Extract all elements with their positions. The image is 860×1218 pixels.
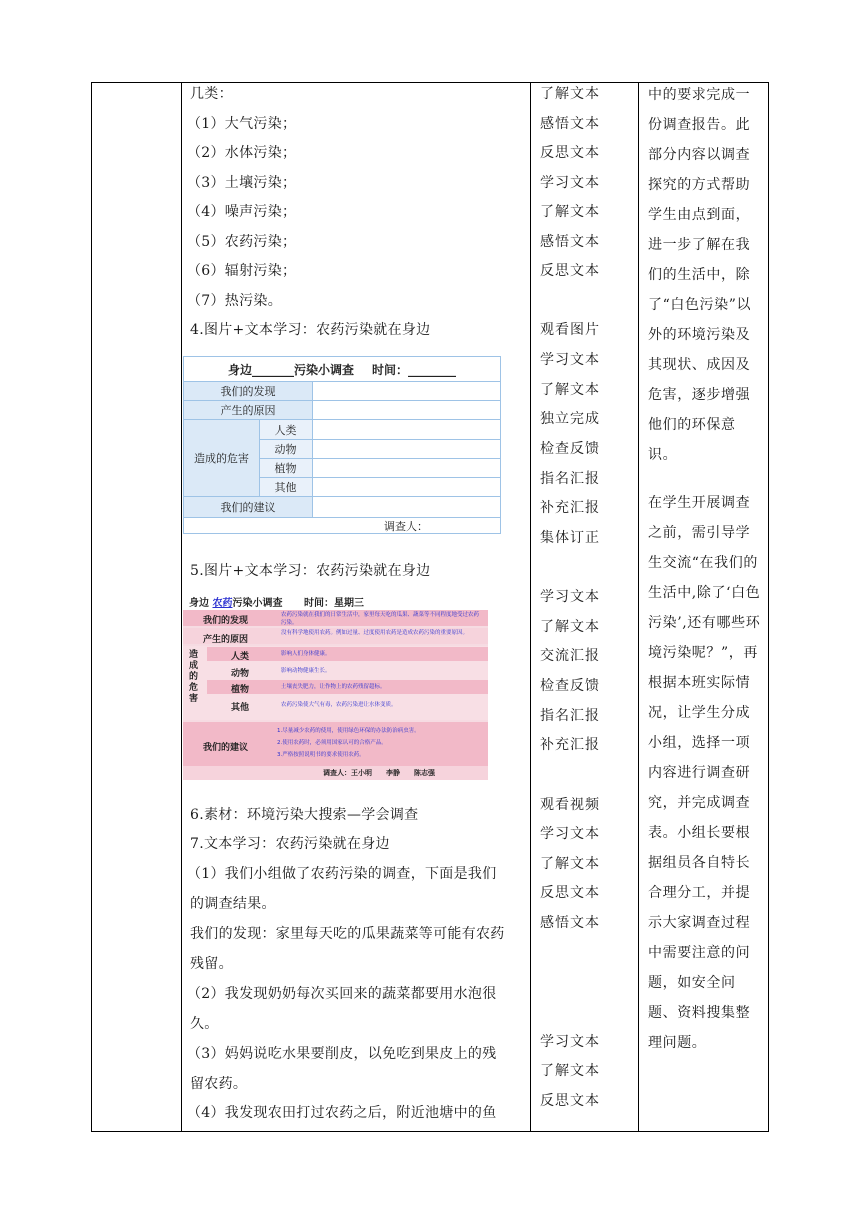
activity-item: 反思文本 — [540, 145, 600, 161]
activity-item: 观看视频 — [540, 797, 600, 813]
harm-text: 影响人们身体健康。 — [281, 651, 331, 657]
content-line: （1）我们小组做了农药污染的调查，下面是我们 — [187, 866, 497, 882]
harm-label: 人类 — [231, 652, 250, 662]
harm-label: 动物 — [231, 669, 250, 679]
row-label: 其他 — [274, 480, 297, 494]
row-label: 造成的危害 — [194, 452, 249, 465]
table-border-1 — [91, 82, 92, 1132]
table-border-5 — [768, 82, 769, 1132]
advice-line: 3.严格按照说明书的要求使用农药。 — [277, 752, 365, 758]
advice-line: 1.尽量减少农药的使用，使用绿色环保的办法防治病虫害。 — [277, 728, 420, 734]
activity-item: 了解文本 — [540, 856, 600, 872]
content-line: （3）妈妈说吃水果要削皮，以免吃到果皮上的残 — [187, 1046, 497, 1062]
investigator-label: 调查人： — [384, 519, 428, 533]
activity-item: 学习文本 — [540, 352, 600, 368]
row-label: 我们的建议 — [220, 501, 276, 514]
activity-item: 感悟文本 — [540, 116, 600, 132]
activity-item: 反思文本 — [540, 263, 600, 279]
survey-title-suffix: 污染小调查 — [232, 598, 283, 609]
design-note: 在学生开展调查之前，需引导学生交流“在我们的生活中,除了‘白色污染’,还有哪些环境污染呢？”，再根据本班实际情况，让学生分成小组，选择一项内容进行调查研究，并完成调查表。小组长要根据组员各自特长合理分工，并提示大家调查过程中需要注意的问题，如安全问题、资料搜集整理问题。 — [648, 495, 761, 1051]
blank-survey-table — [183, 356, 501, 534]
survey-time: 时间：星期三 — [303, 598, 364, 609]
table-border-4 — [638, 82, 639, 1132]
content-line: （4）我发现农田打过农药之后，附近池塘中的鱼 — [187, 1105, 497, 1121]
activity-item: 补充汇报 — [540, 737, 600, 753]
content-line: （1）大气污染； — [187, 116, 297, 132]
activity-item: 了解文本 — [540, 1063, 600, 1079]
activity-item: 独立完成 — [540, 411, 600, 427]
content-line: （3）土壤污染； — [187, 175, 297, 191]
row-label: 我们的发现 — [220, 385, 276, 398]
content-line: （2）我发现奶奶每次买回来的蔬菜都要用水泡很 — [187, 986, 497, 1002]
activity-item: 指名汇报 — [540, 708, 600, 724]
design-note: 中的要求完成一份调查报告。此部分内容以调查探究的方式帮助学生由点到面，进一步了解在我们的生活中，除了“白色污染”以外的环境污染及其现状、成因及危害，逐步增强他们的环保意识。 — [648, 87, 752, 463]
table-bottom-border — [91, 1131, 768, 1132]
activity-item: 交流汇报 — [540, 648, 600, 664]
activity-item: 了解文本 — [540, 382, 600, 398]
row-label: 产生的原因 — [220, 404, 276, 417]
content-line: （4）噪声污染； — [187, 204, 297, 220]
section-heading: 6.素材：环境污染大搜索—学会调查 — [190, 807, 419, 823]
content-line: 残留。 — [190, 956, 233, 972]
activity-item: 了解文本 — [540, 86, 600, 102]
row-label: 人类 — [274, 423, 297, 437]
activity-item: 观看图片 — [540, 322, 600, 338]
activity-item: 反思文本 — [540, 1093, 600, 1109]
filled-survey-table — [183, 590, 488, 780]
survey-topic: 农药 — [212, 598, 233, 609]
investigators: 调查人：王小明 李静 陈志强 — [323, 769, 435, 777]
row-label: 产生的原因 — [203, 635, 249, 645]
activity-item: 指名汇报 — [540, 471, 600, 487]
content-line: 留农药。 — [190, 1076, 248, 1092]
activity-item: 感悟文本 — [540, 234, 600, 250]
content-line: （5）农药污染； — [187, 234, 297, 250]
harm-label: 其他 — [231, 703, 250, 713]
harm-text: 土壤丧失肥力，让作物上的农药残留超标。 — [281, 684, 386, 690]
content-line: 久。 — [190, 1016, 219, 1032]
row-label: 我们的建议 — [203, 743, 249, 753]
row-label: 动物 — [274, 442, 297, 456]
activity-item: 检查反馈 — [540, 441, 600, 457]
content-line: 我们的发现：家里每天吃的瓜果蔬菜等可能有农药 — [190, 926, 505, 942]
survey-time: 时间：________ — [372, 362, 457, 377]
harm-text: 影响动物健康生长。 — [281, 668, 331, 674]
content-line: （2）水体污染； — [187, 145, 297, 161]
activity-item: 学习文本 — [540, 175, 600, 191]
section-heading: 7.文本学习：农药污染就在身边 — [190, 836, 390, 852]
content-line: 的调查结果。 — [190, 896, 276, 912]
content-line: （7）热污染。 — [187, 293, 283, 309]
activity-item: 学习文本 — [540, 826, 600, 842]
table-border-2 — [181, 82, 182, 1132]
activity-item: 集体订正 — [540, 530, 600, 546]
content-line: （6）辐射污染； — [187, 263, 297, 279]
row-label: 我们的发现 — [203, 616, 249, 626]
activity-item: 学习文本 — [540, 1034, 600, 1050]
content-line: 几类： — [190, 86, 233, 102]
activity-item: 了解文本 — [540, 619, 600, 635]
activity-item: 检查反馈 — [540, 678, 600, 694]
advice-line: 2.使用农药时，必须用国家认可的合格产品。 — [277, 740, 387, 746]
section-heading: 4.图片+文本学习：农药污染就在身边 — [190, 322, 431, 338]
harm-text: 农药污染使大气有毒，农药污染进让水体变质。 — [281, 702, 397, 708]
activity-item: 学习文本 — [540, 589, 600, 605]
row-text: 农药污染就在我们的日常生活中，家里每天吃的瓜果、蔬菜等不同程度地受过农药污染。 — [281, 612, 480, 626]
activity-item: 反思文本 — [540, 885, 600, 901]
row-text: 没有科学地使用农药。例如过量、过度使用农药是造成农药污染的重要原因。 — [281, 630, 469, 636]
row-label: 造成的危害 — [189, 650, 199, 704]
activity-item: 感悟文本 — [540, 915, 600, 931]
survey-title: 身边_______污染小调查 — [227, 362, 354, 377]
harm-label: 植物 — [231, 685, 250, 695]
table-border-3 — [530, 82, 531, 1132]
survey-title-prefix: 身边 — [189, 598, 209, 609]
row-label: 植物 — [274, 461, 297, 475]
activity-item: 补充汇报 — [540, 500, 600, 516]
activity-item: 了解文本 — [540, 204, 600, 220]
section-heading: 5.图片+文本学习：农药污染就在身边 — [190, 563, 431, 579]
